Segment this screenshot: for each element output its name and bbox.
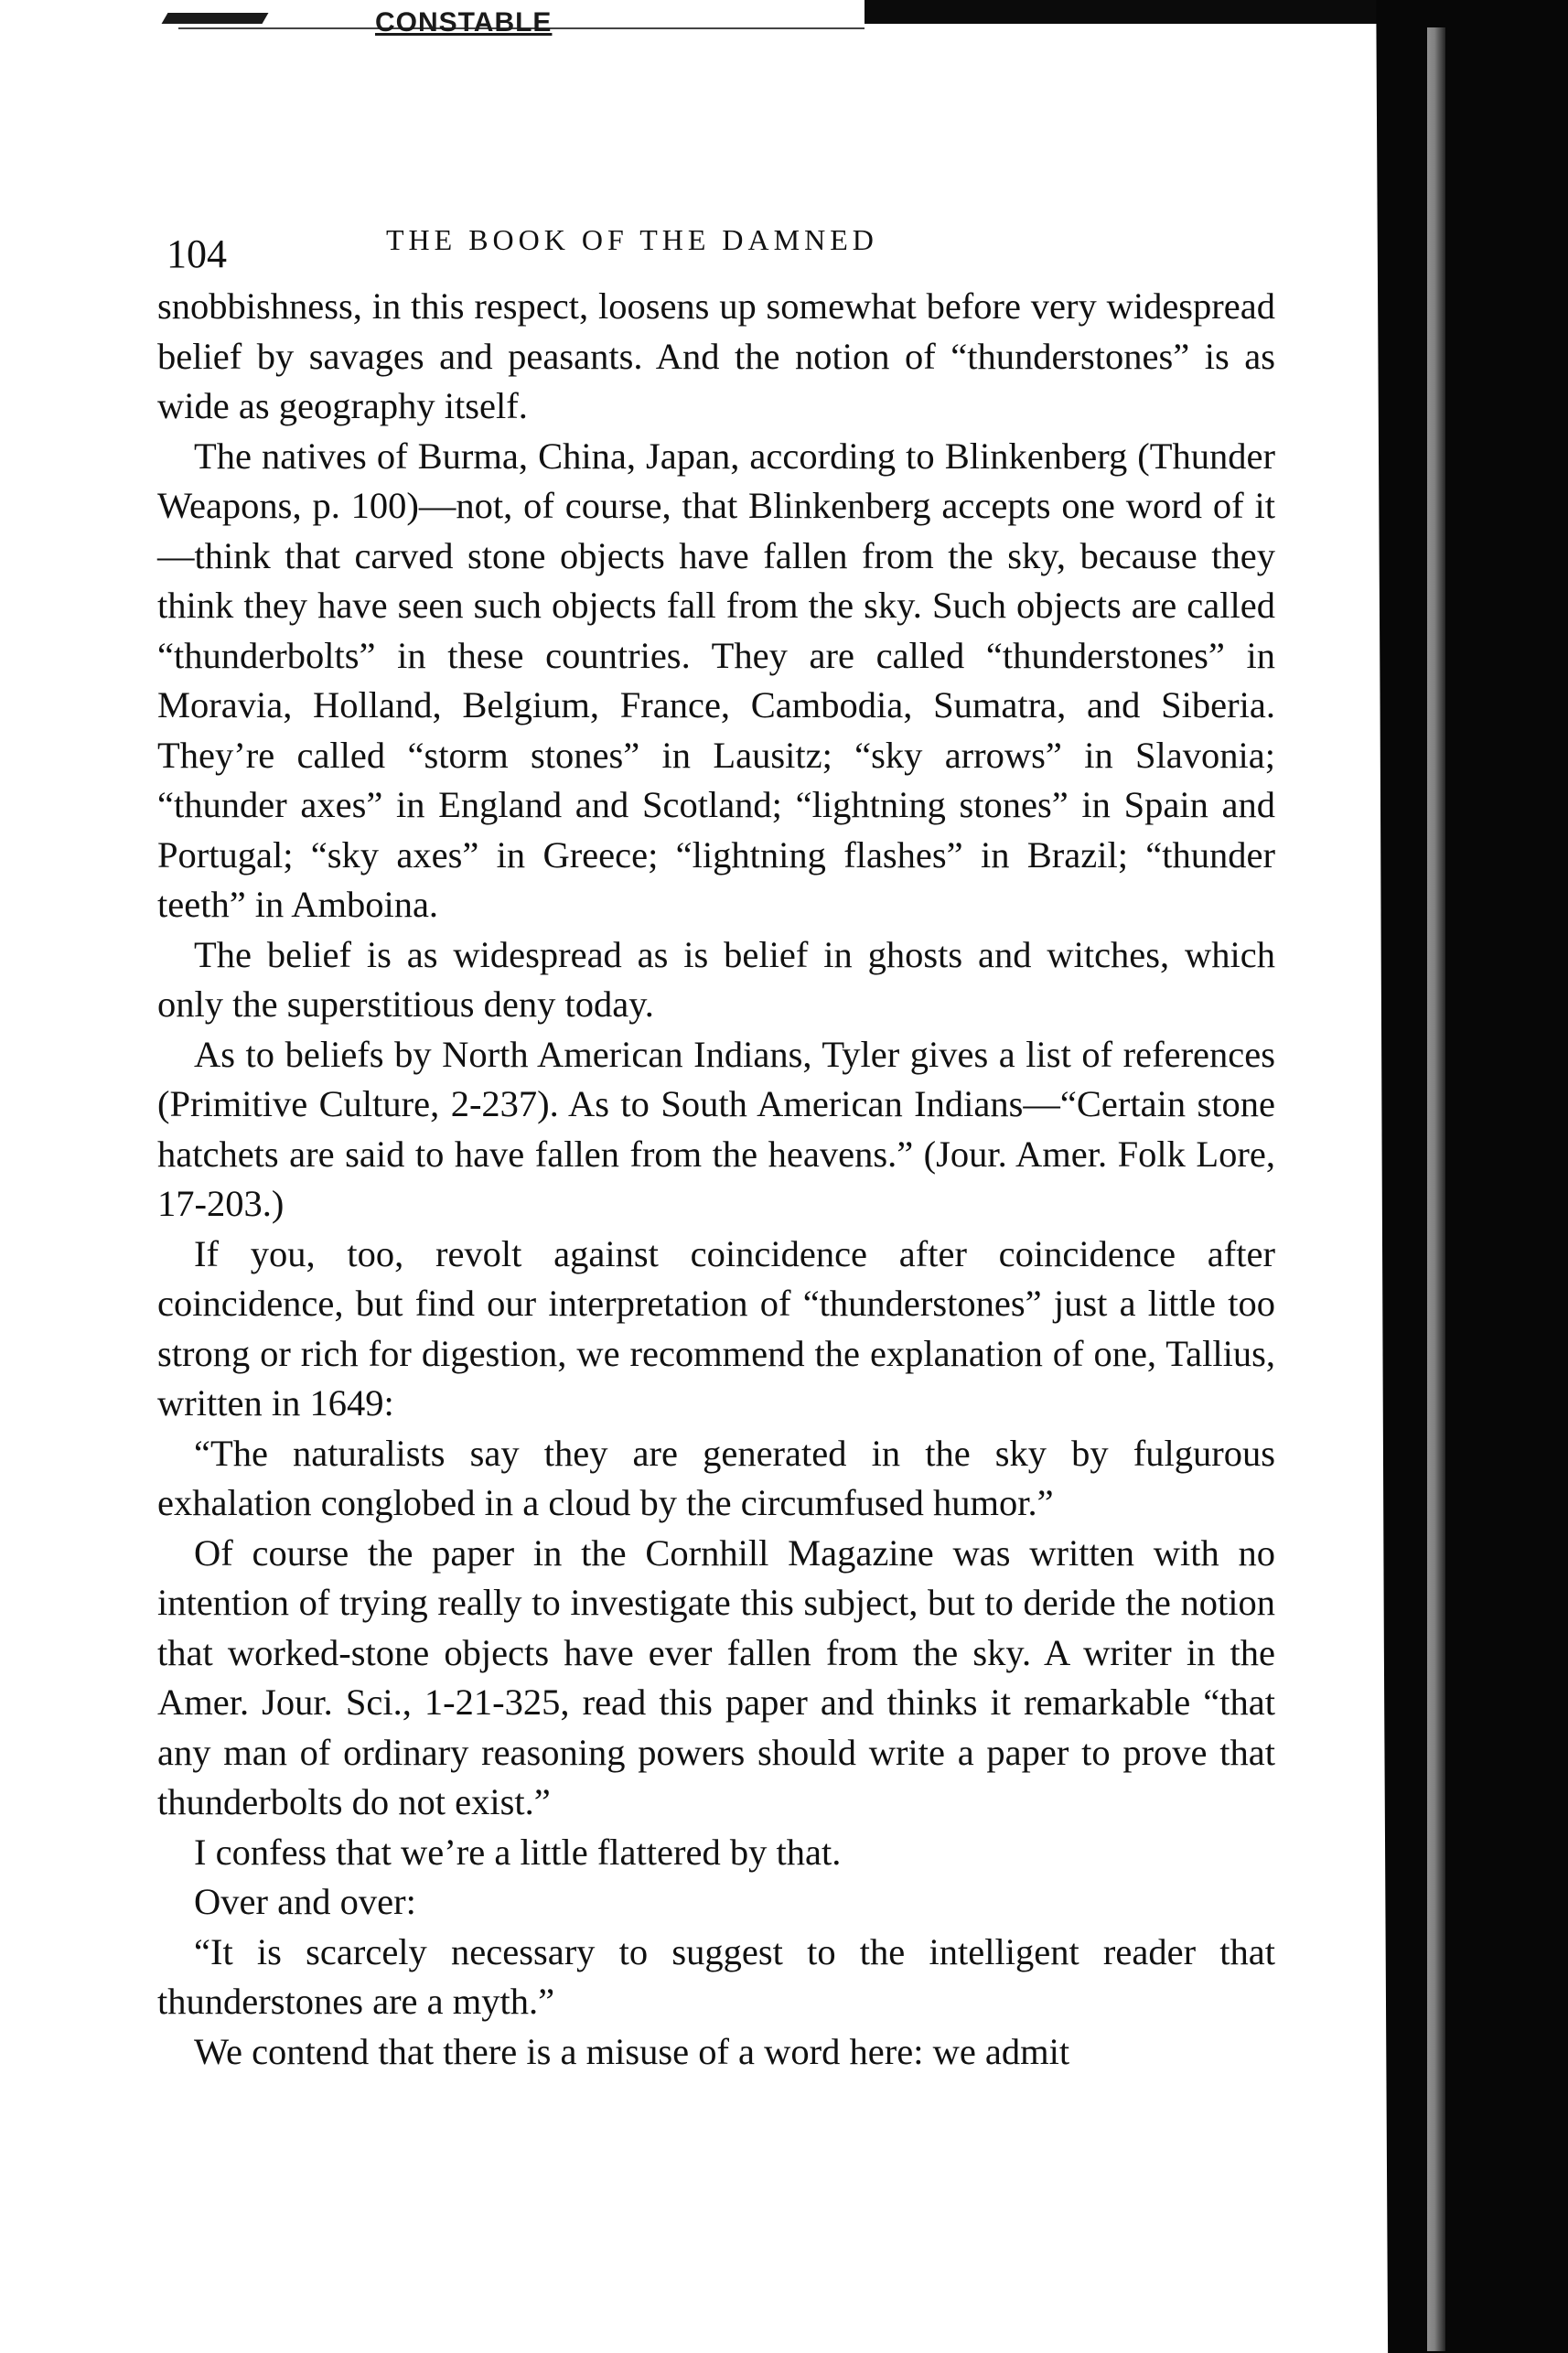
paragraph: If you, too, revolt against coincidence after coincidence after coincidence, but find our interpretation of “thunderstones” just a little too strong or rich for digestion, we recommend the explanation of one, Tallius, written in 1649: [157,1232,1275,1424]
page-curl-edge [1427,27,1445,2351]
page-number: 104 [166,231,227,276]
scan-top-edge [0,0,1568,38]
paragraph: Of course the paper in the Cornhill Magazine was written with no intention of trying really to investigate this subject, but to deride the notion that worked-stone objects have ever fallen from the sky. A writer in the Amer. Jour. Sci., 1-21-325, read this paper and thinks it remarkable “that any man of ordinary reasoning powers should write a paper to prove that thunderbolts do not exist.” [157,1531,1275,1822]
paragraph: Over and over: [194,1881,416,1922]
paragraph: “It is scarcely necessary to suggest to the intelligent reader that thunderstones are a myth.” [157,1930,1275,2022]
paragraph: snobbishness, in this respect, loosens up somewhat before very widespread belief by savages and peasants. And the notion of “thunderstones” is as wide as geography itself. [157,285,1275,426]
paragraph: “The naturalists say they are generated in the sky by fulgurous exhalation conglobed in a cloud by the circumfused humor.” [157,1432,1275,1523]
page-header [166,212,1292,285]
paragraph: The belief is as widespread as is belief in ghosts and witches, which only the superstitious deny today. [157,933,1275,1025]
paragraph: The natives of Burma, China, Japan, according to Blinkenberg (Thunder Weapons, p. 100)—not, of course, that Blinkenberg accepts one word of it—think that carved stone objects have fallen from the sky, because they think they have seen such objects fall from the sky. Such objects are called “thunderbolts” in these countries. They are called “thunderstones” in Moravia, Holland, Belgium, France, Cambodia, Sumatra, and Siberia. They’re called “storm stones” in Lausitz; “sky arrows” in Slavonia; “thunder axes” in England and Scotland; “lightning stones” in Spain and Portugal; “sky axes” in Greece; “lightning flashes” in Brazil; “thunder teeth” in Amboina. [157,435,1275,925]
running-title: THE BOOK OF THE DAMNED [386,223,878,256]
scan-mark [162,13,269,24]
paragraph: We contend that there is a misuse of a word here: we admit [194,2030,1070,2072]
paragraph: As to beliefs by North American Indians, Tyler gives a list of references (Primitive Culture, 2-237). As to South American Indians—“Certain stone hatchets are said to have fallen from the heavens.” (Jour. Amer. Folk Lore, 17-203.) [157,1033,1275,1224]
library-stamp: CONSTABLE [375,7,553,38]
body-text [157,282,1275,2077]
scan-shadow-right [1372,0,1568,2353]
paragraph: I confess that we’re a little flattered by that. [194,1831,842,1873]
